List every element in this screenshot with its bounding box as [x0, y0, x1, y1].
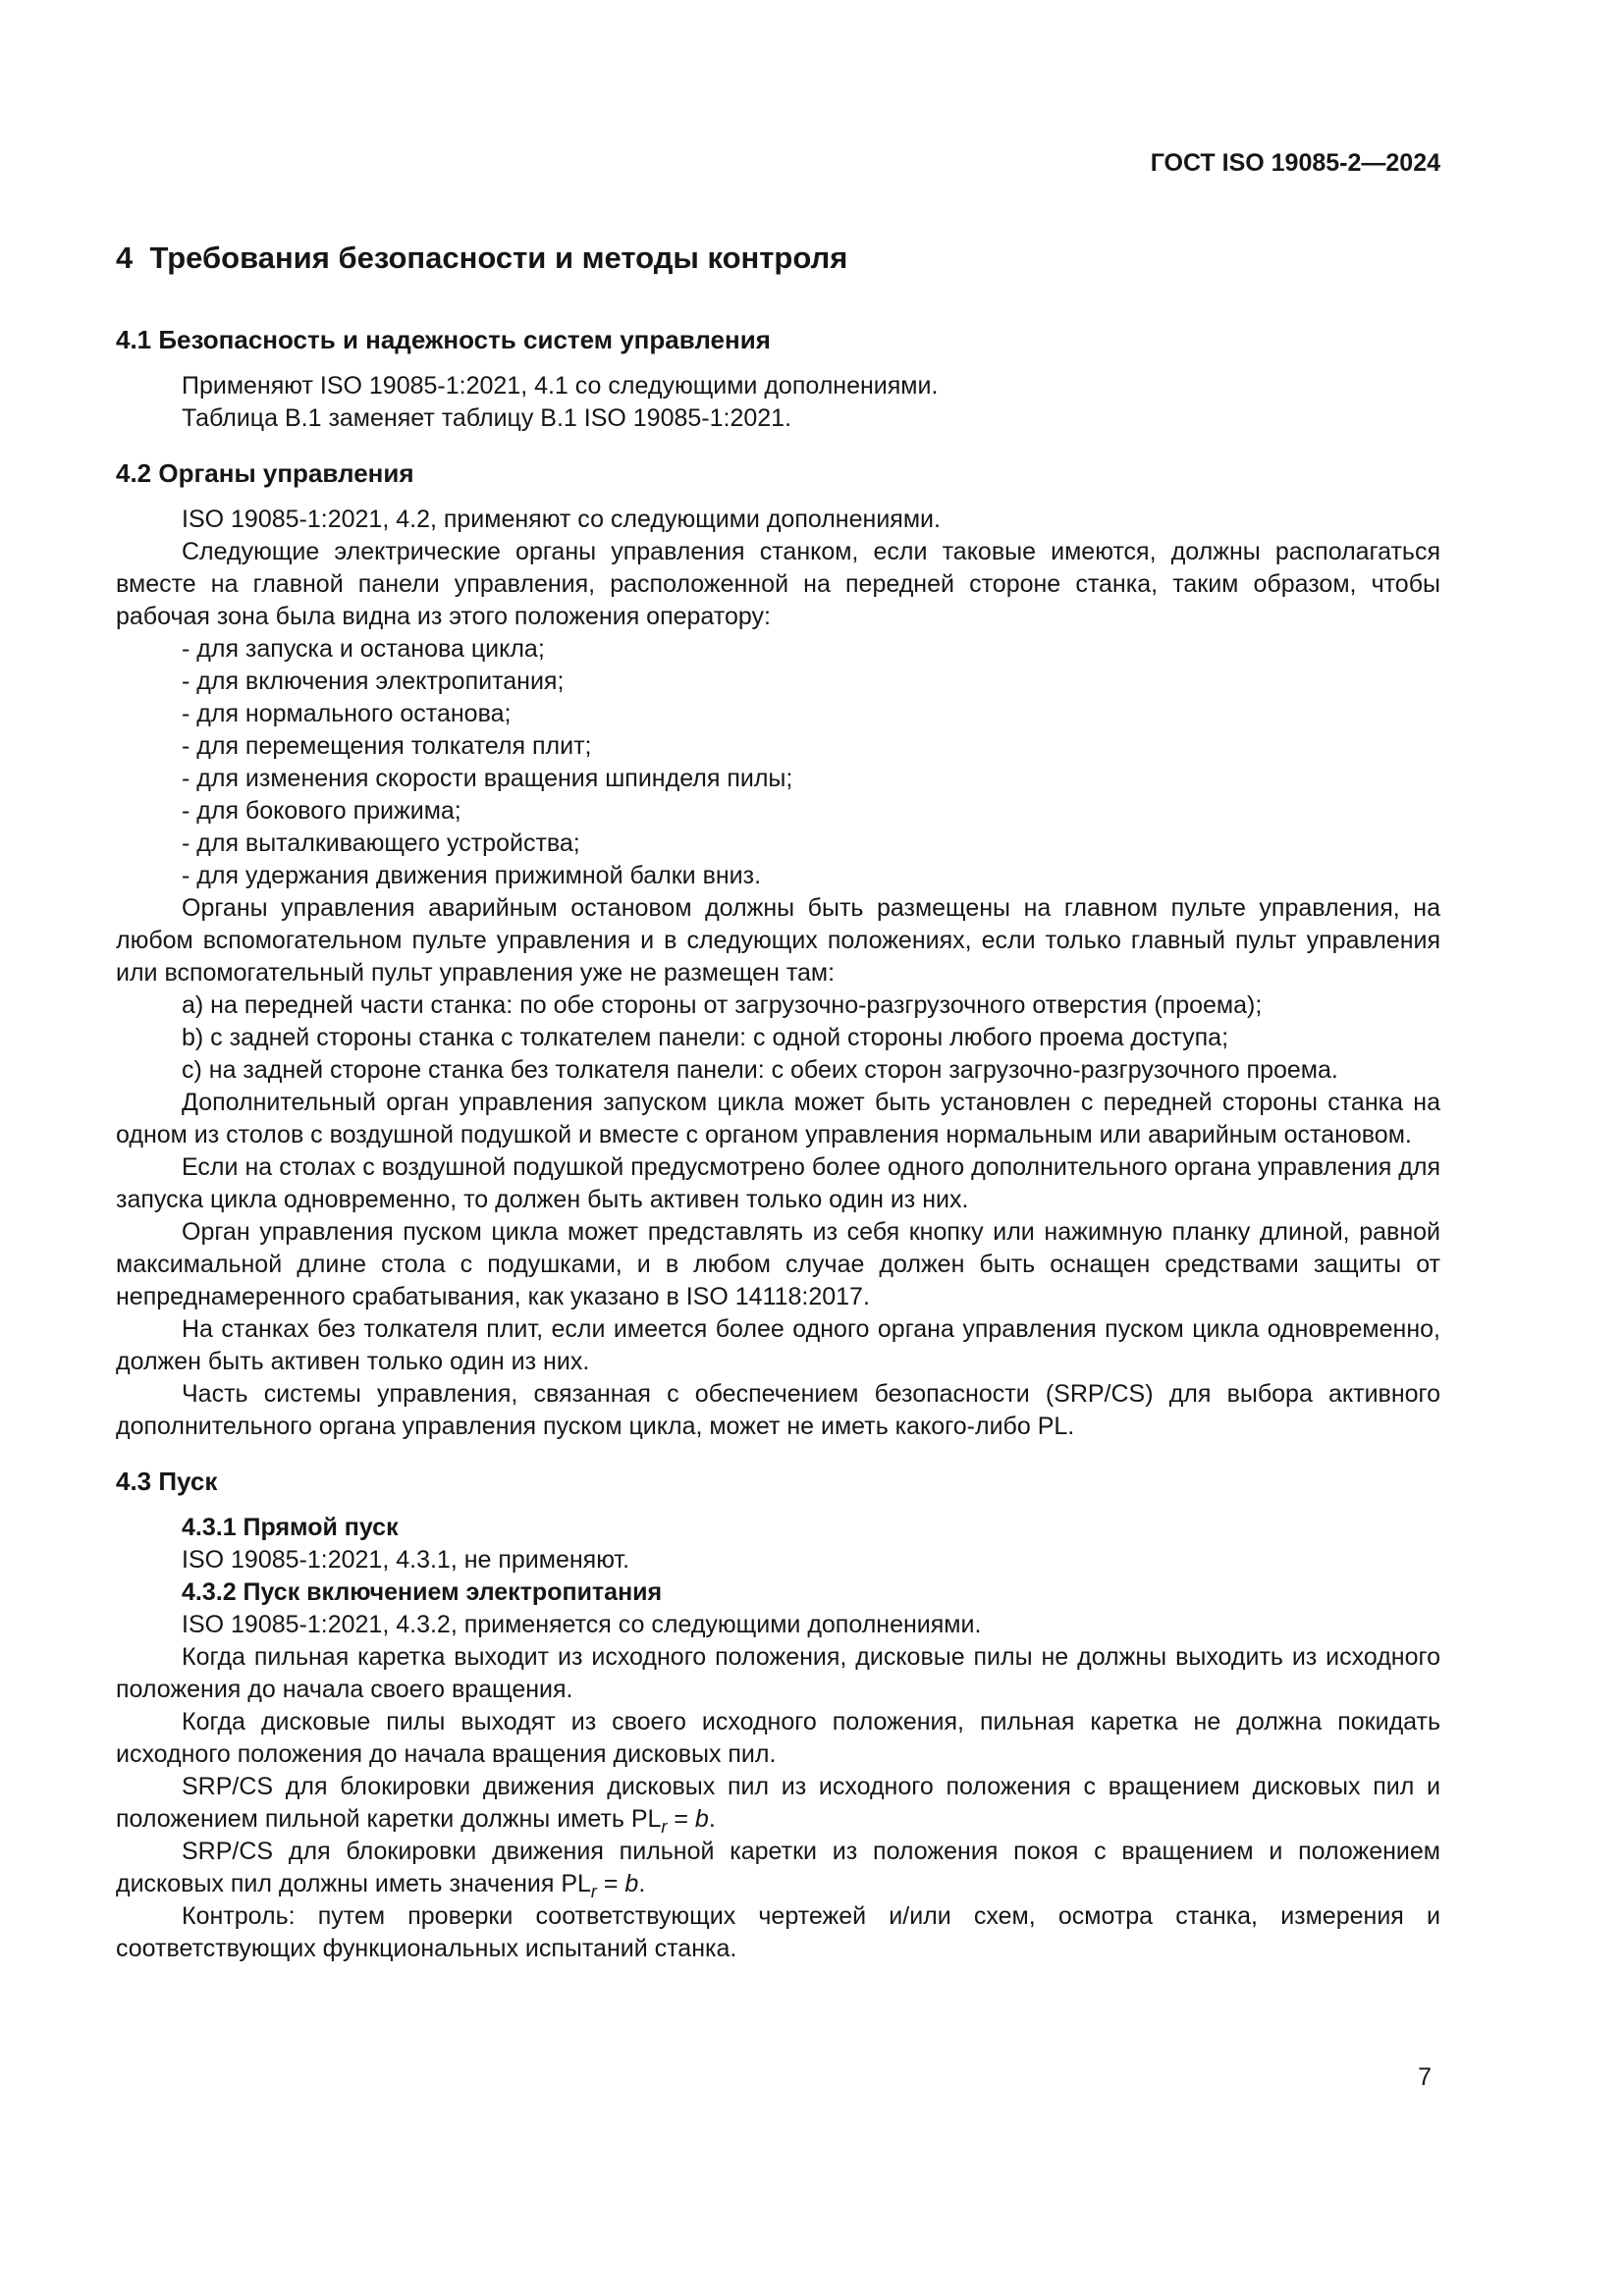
paragraph-srpcs-saw-blades	[116, 1771, 1440, 1836]
paragraph: На станках без толкателя плит, если имеется более одного органа управления пуском цикла одновременно, должен быть активен только один из них.	[116, 1315, 1440, 1375]
paragraph: Контроль: путем проверки соответствующих чертежей и/или схем, осмотра станка, измерения и соответствующих функциональных испытаний станка.	[116, 1902, 1440, 1962]
list-item: - для перемещения толкателя плит;	[182, 732, 592, 760]
paragraph: ISO 19085-1:2021, 4.2, применяют со следующими дополнениями.	[182, 506, 941, 533]
paragraph: ISO 19085-1:2021, 4.3.2, применяется со следующими дополнениями.	[182, 1611, 982, 1638]
section-4-3-heading: 4.3 Пуск	[116, 1467, 218, 1496]
pl-subscript: r	[590, 1882, 597, 1901]
paragraph: Когда пильная каретка выходит из исходного положения, дисковые пилы не должны выходить из исходного положения до начала своего вращения.	[116, 1643, 1440, 1703]
paragraph: Дополнительный орган управления запуском цикла может быть установлен с передней стороны станка на одном из столов с воздушной подушкой и вместе с органом управления нормальным или аварийным остановом.	[116, 1089, 1440, 1148]
list-item: - для включения электропитания;	[182, 667, 565, 695]
paragraph: ISO 19085-1:2021, 4.3.1, не применяют.	[182, 1546, 630, 1574]
list-item: - для запуска и останова цикла;	[182, 635, 545, 663]
section-4-3-2-heading: 4.3.2 Пуск включением электропитания	[182, 1578, 663, 1606]
list-item-a: a) на передней части станка: по обе стороны от загрузочно-разгрузочного отверстия (проема);	[182, 991, 1263, 1019]
section-4-2-heading: 4.2 Органы управления	[116, 458, 414, 488]
list-item: - для бокового прижима;	[182, 797, 461, 825]
paragraph: Органы управления аварийным остановом должны быть размещены на главном пульте управления, на любом вспомогательном пульте управления и в следующих положениях, если только главный пульт управления или вспомогательный пульт управления уже не размещен там:	[116, 894, 1440, 987]
paragraph: Следующие электрические органы управления станком, если таковые имеются, должны располагаться вместе на главной панели управления, расположенной на передней стороне станка, таким образом, чтобы рабочая зона была видна из этого положения оператору:	[116, 538, 1440, 630]
list-item: - для нормального останова;	[182, 700, 512, 727]
paragraph-text: =	[596, 1870, 625, 1897]
paragraph: Таблица В.1 заменяет таблицу В.1 ISO 19085-1:2021.	[182, 404, 792, 432]
list-item: - для изменения скорости вращения шпинделя пилы;	[182, 765, 793, 792]
page-number: 7	[1418, 2063, 1432, 2091]
list-item: - для выталкивающего устройства;	[182, 829, 580, 857]
page-content	[116, 147, 1440, 1965]
running-header: ГОСТ ISO 19085-2—2024	[1150, 149, 1440, 177]
section-4-1-heading: 4.1 Безопасность и надежность систем управления	[116, 325, 771, 354]
paragraph-text: SRP/CS для блокировки движения дисковых пил из исходного положения с вращением дисковых пил и положением пильной каретки должны иметь PL	[116, 1773, 1440, 1833]
paragraph: Орган управления пуском цикла может представлять из себя кнопку или нажимную планку длиной, равной максимальной длине стола с подушками, и в любом случае должен быть оснащен средствами защиты от непреднамеренного срабатывания, как указано в ISO 14118:2017.	[116, 1218, 1440, 1310]
pl-value: b	[624, 1870, 639, 1897]
list-item: - для удержания движения прижимной балки вниз.	[182, 862, 762, 889]
pl-subscript: r	[661, 1817, 668, 1837]
list-item-c: c) на задней стороне станка без толкателя панели: с обеих сторон загрузочно-разгрузочного проема.	[182, 1056, 1338, 1084]
paragraph-text: .	[708, 1805, 716, 1833]
section-4-3-1-heading: 4.3.1 Прямой пуск	[182, 1514, 399, 1541]
list-item-b: b) с задней стороны станка с толкателем панели: с одной стороны любого проема доступа;	[182, 1024, 1229, 1051]
paragraph-text: .	[638, 1870, 646, 1897]
section-4-heading: 4 Требования безопасности и методы контроля	[116, 240, 848, 275]
paragraph-srpcs-saw-carriage	[116, 1836, 1440, 1900]
paragraph: Когда дисковые пилы выходят из своего исходного положения, пильная каретка не должна покидать исходного положения до начала вращения дисковых пил.	[116, 1708, 1440, 1768]
paragraph: Часть системы управления, связанная с обеспечением безопасности (SRP/CS) для выбора активного дополнительного органа управления пуском цикла, может не иметь какого-либо PL.	[116, 1380, 1440, 1440]
paragraph-text: SRP/CS для блокировки движения пильной каретки из положения покоя с вращением и положением дисковых пил должны иметь значения PL	[116, 1838, 1440, 1897]
paragraph: Если на столах с воздушной подушкой предусмотрено более одного дополнительного органа управления для запуска цикла одновременно, то должен быть активен только один из них.	[116, 1153, 1440, 1213]
paragraph: Применяют ISO 19085-1:2021, 4.1 со следующими дополнениями.	[182, 372, 939, 400]
pl-value: b	[694, 1805, 709, 1833]
paragraph-text: =	[667, 1805, 695, 1833]
